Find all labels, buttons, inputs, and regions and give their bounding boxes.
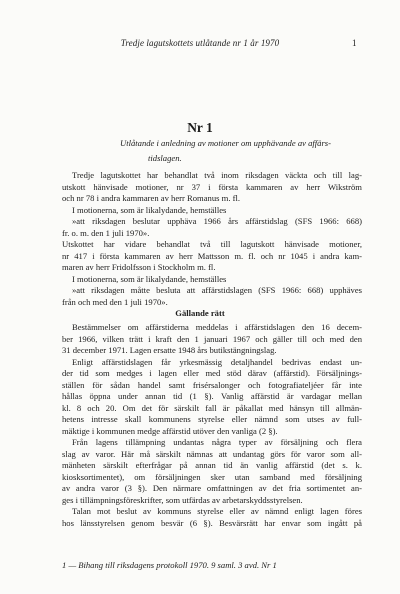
text-line: av andra varor (3 §). Den närmare omfattningen av det fria sortimentet an- <box>62 483 362 493</box>
text-line: Från lagens tillämpning undantas några typer av försäljning och flera <box>72 437 362 447</box>
text-line: kiosksortimentet), om försäljningen sker utan samband med försäljning <box>62 471 362 482</box>
text-line: kl. 8 och 20. Om det för särskilt fall är påkallat med hänsyn till allmän- <box>62 402 362 413</box>
text-line: Enligt affärstidslagen får yrkesmässig detaljhandel bedrivas endast un- <box>72 356 362 367</box>
text-line: ber 1966, vilken trätt i kraft den 1 januari 1967 och gäller till och med den <box>62 333 362 344</box>
text-line: Tredje lagutskottet har behandlat två inom riksdagen väckta och till lag- <box>72 170 362 180</box>
text-line: nr 417 i första kammaren av herr Mattsson m. fl. och nr 1045 i andra kam- <box>62 250 362 261</box>
text-line: fr. o. m. den 1 juli 1970». <box>62 227 150 238</box>
running-title: Tredje lagutskottets utlåtande nr 1 år 1970 <box>120 38 280 48</box>
text-line: maren av herr Fridolfsson i Stockholm m. fl. <box>62 262 216 272</box>
text-line: utskott hänvisade motioner, nr 37 i första kammaren av herr Wikström <box>62 181 362 192</box>
text-line: ställen för sådan handel samt frisérsalonger och fotografiateljéer får inte <box>62 379 362 390</box>
text-line: der tid som medges i lagen eller med stöd därav (affärstid). Försäljnings- <box>62 368 362 378</box>
text-line: och nr 78 i andra kammaren av herr Romanus m. fl. <box>62 193 241 203</box>
text-line: från och med den 1 juli 1970». <box>62 296 168 307</box>
document-subject <box>120 136 370 165</box>
text-line: mänheten särskilt efterfrågar på annan tid än vanlig affärstid (det s. k. <box>62 460 362 470</box>
text-line: Bestämmelser om affärstiderna meddelas i affärstidslagen den 16 decem- <box>72 322 362 332</box>
section-paragraphs <box>62 322 362 529</box>
page-number: 1 <box>352 38 357 48</box>
text-line: hållas öppna under annan tid (1 §). Vanlig affärstid är vardagar mellan <box>62 391 362 401</box>
text-line: hos länsstyrelsen genom besvär (6 §). Besvärsrätt har envar som ingått på <box>62 517 362 528</box>
text-line: hetens intresse skall kommunens styrelse eller nämnd som utses av full- <box>62 414 362 424</box>
page-footnote: 1 — Bihang till riksdagens protokoll 1970. 9 saml. 3 avd. Nr 1 <box>62 560 277 570</box>
text-line: I motionerna, som är likalydande, hemställes <box>72 273 227 284</box>
text-line: slag av varor. Här må särskilt nämnas att undantag görs för varor som all- <box>62 448 362 459</box>
text-line: mäktige i kommunen medge affärstid utöver den vanliga (2 §). <box>62 425 278 436</box>
text-line: 31 december 1971. Lagen ersatte 1948 års butikstängningslag. <box>62 345 277 355</box>
document-number: Nr 1 <box>187 120 213 135</box>
text-line: Utskottet har vidare behandlat två till lagutskott hänvisade motioner, <box>62 239 362 249</box>
subject-line: tidslagen. <box>148 152 182 163</box>
subject-line: Utlåtande i anledning av motioner om upphävande av affärs- <box>120 138 331 148</box>
section-heading: Gällande rätt <box>175 308 225 318</box>
text-line: I motionerna, som är likalydande, hemställes <box>72 204 227 215</box>
text-line: ges i tillämpningsföreskrifter, som utfärdas av arbetarskyddsstyrelsen. <box>62 494 303 505</box>
intro-paragraphs <box>62 170 362 308</box>
text-line: »att riksdagen måtte besluta att affärstidslagen (SFS 1966: 668) upphäves <box>72 285 362 295</box>
text-line: »att riksdagen beslutar upphäva 1966 års affärstidslag (SFS 1966: 668) <box>72 216 362 226</box>
text-line: Talan mot beslut av kommuns styrelse eller av nämnd enligt lagen föres <box>72 506 362 516</box>
